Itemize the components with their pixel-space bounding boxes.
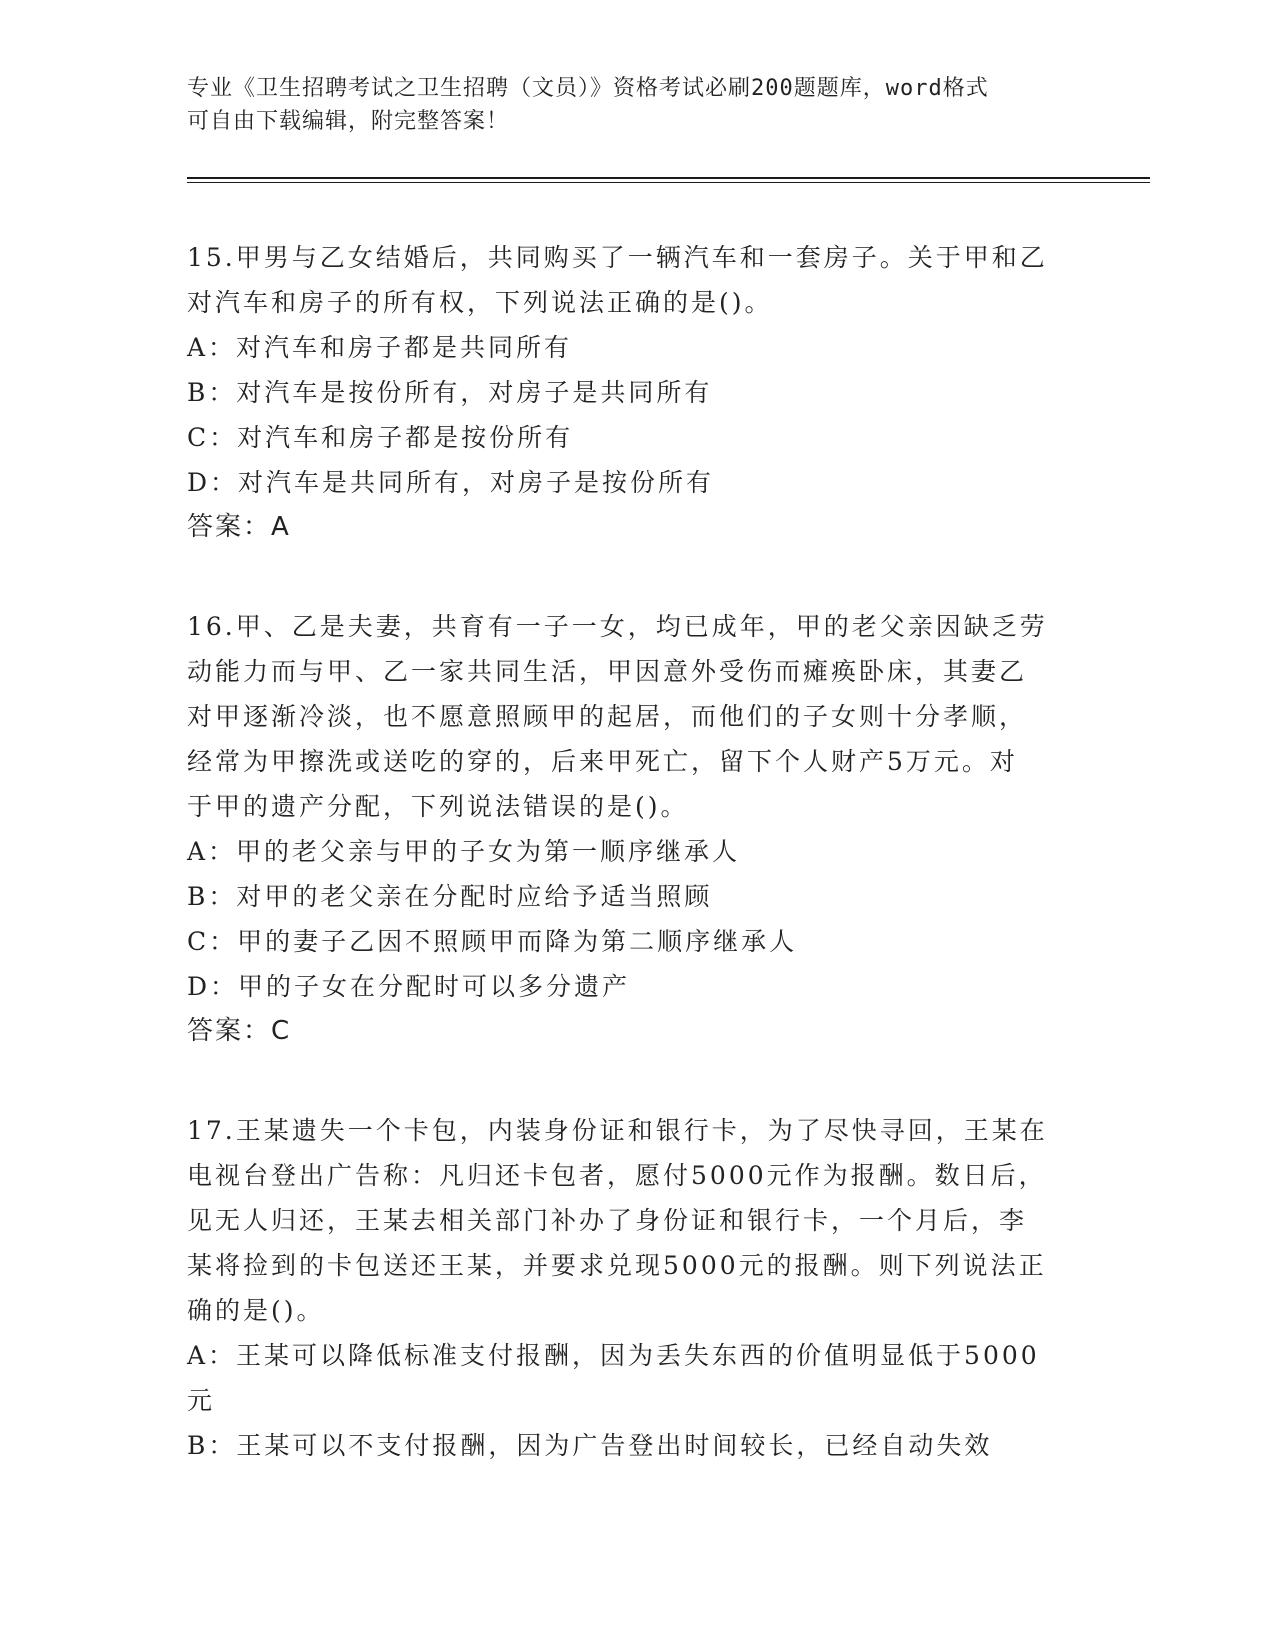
question-text-line: 对甲逐渐冷淡，也不愿意照顾甲的起居，而他们的子女则十分孝顺， xyxy=(187,702,1028,731)
question-text-line: 15.甲男与乙女结婚后，共同购买了一辆汽车和一套房子。关于甲和乙 xyxy=(187,243,1048,272)
option-b: B：对甲的老父亲在分配时应给予适当照顾 xyxy=(187,882,713,911)
question-text-line: 17.王某遗失一个卡包，内装身份证和银行卡，为了尽快寻回，王某在 xyxy=(187,1116,1048,1145)
answer-line: 答案：C xyxy=(187,1016,292,1046)
question-text-line: 对汽车和房子的所有权，下列说法正确的是()。 xyxy=(187,288,773,317)
option-a-continuation: 元 xyxy=(187,1386,216,1415)
question-spacer xyxy=(187,1054,1087,1108)
question-text-line: 确的是()。 xyxy=(187,1296,325,1325)
option-d: D：对汽车是共同所有，对房子是按份所有 xyxy=(187,468,715,497)
question-block xyxy=(187,1108,1087,1468)
option-c: C：对汽车和房子都是按份所有 xyxy=(187,423,574,452)
question-block xyxy=(187,235,1087,550)
option-a: A：王某可以降低标准支付报酬，因为丢失东西的价值明显低于5000 xyxy=(187,1341,1040,1370)
question-block xyxy=(187,604,1087,1054)
option-a: A：对汽车和房子都是共同所有 xyxy=(187,333,573,362)
question-list xyxy=(187,235,1087,1468)
header-line: 专业《卫生招聘考试之卫生招聘（文员）》资格考试必刷200题题库，word格式 xyxy=(187,76,989,101)
header-divider xyxy=(187,182,1150,183)
option-a: A：甲的老父亲与甲的子女为第一顺序继承人 xyxy=(187,837,741,866)
option-b: B：对汽车是按份所有，对房子是共同所有 xyxy=(187,378,713,407)
document-header xyxy=(187,72,1067,138)
option-b: B：王某可以不支付报酬，因为广告登出时间较长，已经自动失效 xyxy=(187,1431,993,1460)
question-text-line: 见无人归还，王某去相关部门补办了身份证和银行卡，一个月后，李 xyxy=(187,1206,1028,1235)
question-text-line: 某将捡到的卡包送还王某，并要求兑现5000元的报酬。则下列说法正 xyxy=(187,1251,1047,1280)
question-text-line: 电视台登出广告称：凡归还卡包者，愿付5000元作为报酬。数日后， xyxy=(187,1161,1047,1190)
question-text-line: 于甲的遗产分配，下列说法错误的是()。 xyxy=(187,792,689,821)
header-line: 可自由下载编辑，附完整答案！ xyxy=(187,109,510,134)
question-text-line: 动能力而与甲、乙一家共同生活，甲因意外受伤而瘫痪卧床，其妻乙 xyxy=(187,657,1028,686)
option-d: D：甲的子女在分配时可以多分遗产 xyxy=(187,972,631,1001)
answer-line: 答案：A xyxy=(187,512,291,542)
question-text-line: 16.甲、乙是夫妻，共育有一子一女，均已成年，甲的老父亲因缺乏劳 xyxy=(187,612,1048,641)
option-c: C：甲的妻子乙因不照顾甲而降为第二顺序继承人 xyxy=(187,927,798,956)
question-spacer xyxy=(187,550,1087,604)
question-text-line: 经常为甲擦洗或送吃的穿的，后来甲死亡，留下个人财产5万元。对 xyxy=(187,747,1018,776)
header-divider xyxy=(187,177,1150,179)
